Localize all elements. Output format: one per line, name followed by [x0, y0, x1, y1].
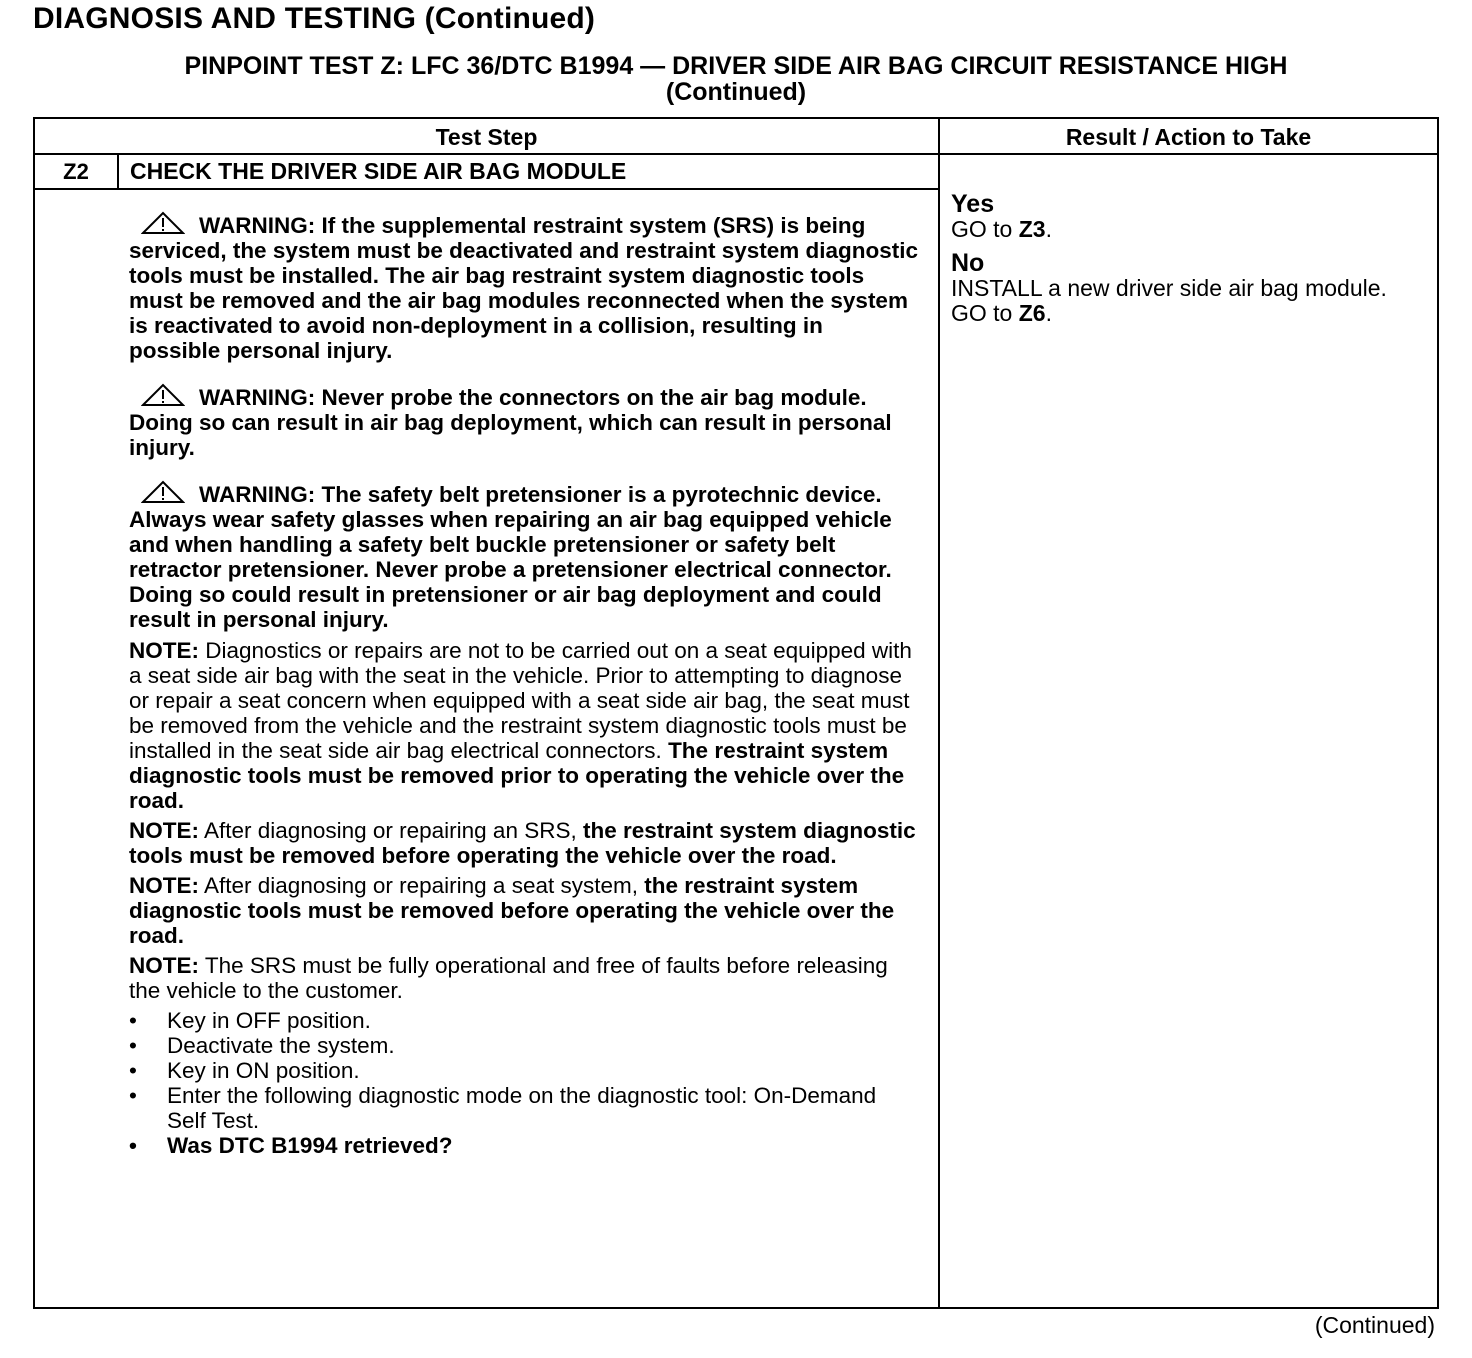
step-title-divider [35, 188, 938, 190]
yes-action-text: GO to [951, 216, 1013, 242]
footer-continued: (Continued) [1314, 1312, 1435, 1338]
yes-action [951, 217, 1421, 242]
column-divider [938, 119, 940, 1307]
bullet-item: • Enter the following diagnostic mode on the diagnostic tool: On-Demand Self Test. [129, 1083, 919, 1133]
note-paragraph [129, 953, 919, 1003]
test-title-line2: (Continued) [665, 78, 807, 106]
note-text: Diagnostics or repairs are not to be carried out on a seat equipped with a seat side air bag with the seat in the vehicle. Prior to attempting to diagnose or repair a seat concern when equipped with a seat side air bag, the seat must be removed from the vehicle and the restraint system diagnostic tools must be installed in the seat side air bag electrical connectors. [129, 638, 912, 763]
step-id: Z2 [63, 159, 89, 184]
warning-paragraph [129, 211, 919, 363]
warning-text: WARNING: Never probe the connectors on the air bag module. Doing so can result in air bag deployment, which can result in personal injury. [129, 385, 892, 460]
warning-triangle-icon [141, 480, 185, 504]
test-step-header: Test Step [435, 124, 538, 150]
note-label: NOTE: [129, 873, 199, 898]
warning-triangle-icon [141, 211, 185, 235]
warning-paragraph [129, 383, 919, 460]
no-label: No [951, 249, 985, 277]
test-title-line1: PINPOINT TEST Z: LFC 36/DTC B1994 — DRIVER SIDE AIR BAG CIRCUIT RESISTANCE HIGH [184, 52, 1288, 80]
bullet-item: • Key in OFF position. [129, 1008, 919, 1033]
step-body [129, 211, 919, 1158]
bullet-item: • Deactivate the system. [129, 1033, 919, 1058]
bullet-question: • Was DTC B1994 retrieved? [129, 1133, 919, 1158]
warning-paragraph [129, 480, 919, 632]
note-emphasis: the restraint system diagnostic tools must be removed before operating the vehicle over the road. [129, 873, 895, 948]
note-label: NOTE: [129, 953, 199, 978]
result-action-header: Result / Action to Take [1065, 124, 1312, 150]
warning-text: WARNING: The safety belt pretensioner is a pyrotechnic device. Always wear safety glasses when repairing an air bag equipped vehicle and when handling a safety belt buckle pretensioner or safety belt retractor pretensioner. Never probe a pretensioner electrical connector. Doing so could result in pretensioner or air bag deployment and could result in personal injury. [129, 482, 892, 632]
note-paragraph [129, 818, 919, 868]
no-action-end: . [1045, 300, 1052, 326]
note-paragraph [129, 873, 919, 948]
result-column [951, 191, 1421, 334]
warning-triangle-icon [141, 383, 185, 407]
yes-action-ref: Z3 [1018, 216, 1046, 242]
yes-action-end: . [1045, 216, 1052, 242]
step-bullet-list [129, 1008, 919, 1158]
note-text: After diagnosing or repairing an SRS, [204, 818, 577, 843]
note-text: The SRS must be fully operational and free of faults before releasing the vehicle to the customer. [129, 953, 888, 1003]
bullet-item: • Key in ON position. [129, 1058, 919, 1083]
pinpoint-test-title [0, 53, 1472, 105]
note-label: NOTE: [129, 638, 199, 663]
note-label: NOTE: [129, 818, 199, 843]
note-text: After diagnosing or repairing a seat system, [204, 873, 638, 898]
step-id-divider [117, 154, 119, 189]
pinpoint-test-table [33, 117, 1439, 1309]
yes-label: Yes [951, 190, 995, 218]
step-title: CHECK THE DRIVER SIDE AIR BAG MODULE [130, 158, 627, 184]
warning-text: WARNING: If the supplemental restraint system (SRS) is being serviced, the system must be deactivated and restraint system diagnostic tools must be installed. The air bag restraint system diagnostic tools must be removed and the air bag modules reconnected when the system is reactivated to avoid non-deployment in a collision, resulting in possible personal injury. [129, 213, 919, 363]
page-heading: DIAGNOSIS AND TESTING (Continued) [33, 2, 596, 35]
no-action-ref: Z6 [1018, 300, 1046, 326]
note-paragraph [129, 638, 919, 813]
no-action-text: INSTALL a new driver side air bag module. GO to [951, 275, 1387, 326]
no-action [951, 276, 1421, 326]
note-emphasis: the restraint system diagnostic tools must be removed before operating the vehicle over the road. [129, 818, 916, 868]
note-emphasis: The restraint system diagnostic tools must be removed prior to operating the vehicle over the road. [129, 738, 905, 813]
